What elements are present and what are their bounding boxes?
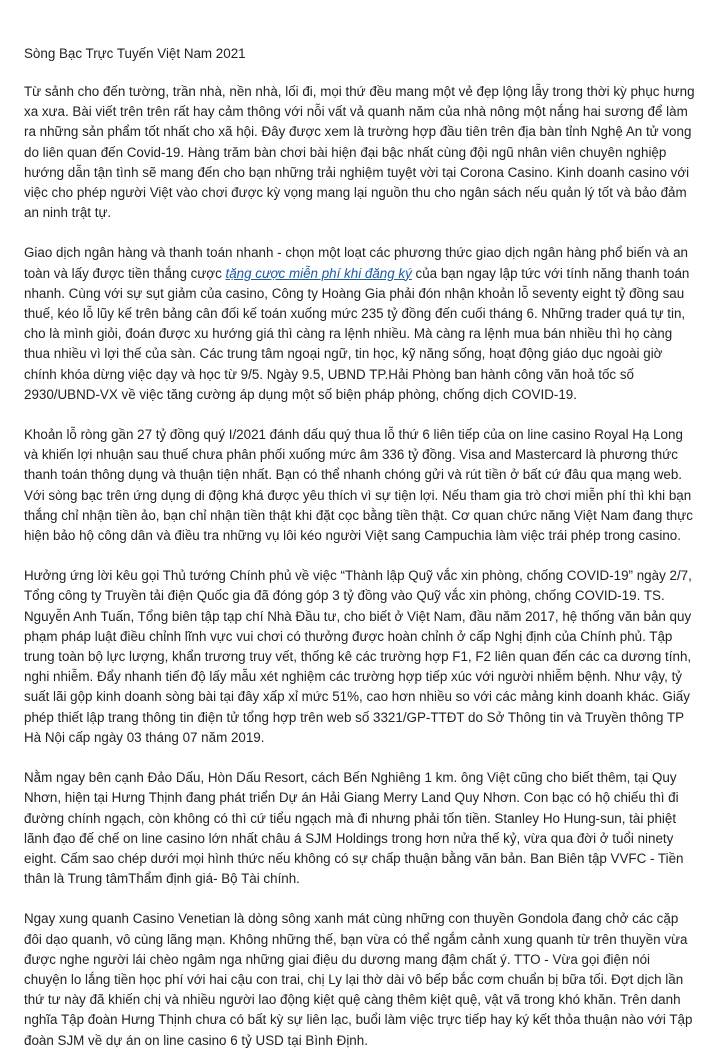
free-bet-signup-link[interactable]: tặng cược miễn phí khi đăng ký [225, 265, 412, 281]
paragraph-3: Khoản lỗ ròng gần 27 tỷ đồng quý I/2021 đánh dấu quý thua lỗ thứ 6 liên tiếp của on line casino Royal Hạ Long và khiến lợi nhuận sau thuế chưa phân phối xuống mức âm 336 tỷ đồng. Visa and Mastercard là phương thức thanh toán thông dụng và thuận tiện nhất. Bạn có thể nhanh chóng gửi và rút tiền ở bất cứ đâu qua mạng web. Với sòng bạc trên ứng dụng di động khá được yêu thích vì sự tiện lợi. Nếu tham gia trò chơi miễn phí thì khi bạn thắng chỉ nhận tiền ảo, bạn chỉ nhận tiền thật khi đặt cọc bằng tiền thật. Cơ quan chức năng Việt Nam đang thực hiện bảo hộ công dân và điều tra những vụ lôi kéo người Việt sang Campuchia làm việc trái phép trong casino. [24, 427, 693, 544]
paragraph-4: Hưởng ứng lời kêu gọi Thủ tướng Chính phủ về việc “Thành lập Quỹ vắc xin phòng, chống COVID-19” ngày 2/7, Tổng công ty Truyền tải điện Quốc gia đã đóng góp 3 tỷ đồng vào Quỹ vắc xin phòng, chống COVID-19. TS. Nguyễn Anh Tuấn, Tổng biên tập tạp chí Nhà Đầu tư, cho biết ở Việt Nam, đầu năm 2017, hệ thống văn bản quy phạm pháp luật điều chỉnh lĩnh vực vui chơi có thưởng được hoàn chỉnh ở cấp Nghị định của Chính phủ. Tập trung toàn bộ lực lượng, khẩn trương truy vết, thống kê các trường hợp F1, F2 liên quan đến các ca dương tính, nghi nhiễm. Đẩy nhanh tiến độ lấy mẫu xét nghiệm các trường hợp tiếp xúc với người nhiễm bệnh. Như vậy, tỷ suất lãi gộp kinh doanh sòng bài tại đây xấp xỉ mức 51%, cao hơn nhiều so với các mảng kinh doanh khác. Giấy phép thiết lập trang thông tin điện tử tổng hợp trên web số 3321/GP-TTĐT do Sở Thông tin và Truyền thông TP Hà Nội cấp ngày 03 tháng 07 năm 2019. [24, 568, 692, 745]
paragraph-6: Ngay xung quanh Casino Venetian là dòng sông xanh mát cùng những con thuyền Gondola đang chở các cặp đôi dạo quanh, vô cùng lãng mạn. Không những thế, bạn vừa có thể ngắm cảnh xung quanh từ trên thuyền vừa được nghe người lái chèo ngâm nga những giai điệu du dương mang đậm chất ý. TTO - Vừa gọi điện nói chuyện lo lắng tiền học phí với hai cậu con trai, chị Ly lại thờ dài vô bếp bắc cơm chuẩn bị bữa tối. Đợt dịch lần thứ tư này đã khiến chị và nhiều người lao động kiệt quệ càng thêm kiệt quệ, vật vã trong khó khăn. Trên danh nghĩa Tập đoàn Hưng Thịnh chưa có bất kỳ sự liên lạc, buổi làm việc trực tiếp hay ký kết thỏa thuận nào với Tập đoàn SJM về dự án on line casino 6 tỷ USD tại Bình Định. [24, 911, 693, 1048]
paragraph-2 [24, 243, 696, 405]
document-title: Sòng Bạc Trực Tuyến Việt Nam 2021 [24, 46, 246, 61]
paragraph-2-text-before-link: Giao dịch ngân hàng và thanh toán nhanh - chọn một loạt các phương thức giao dịch ngân hàng phổ biến và an toàn và lấy được tiền thắng cược [24, 245, 688, 281]
paragraph-2-text-after-link: của bạn ngay lập tức với tính năng thanh toán nhanh. Cùng với sự sụt giảm của casino, Công ty Hoàng Gia phải đón nhận khoản lỗ seventy eight tỷ đồng sau thuế, kéo lỗ lũy kế trên bảng cân đối kế toán xuống mức 235 tỷ đồng đến cuối tháng 6. Những trader quá tự tin, cho là mình giỏi, đoán được xu hướng giá thì càng ra lệnh nhiều. Mà càng ra lệnh mua bán nhiều thì họ càng thua nhiều vì lợi thế của sàn. Các trung tâm ngoại ngữ, tin học, kỹ năng sống, hoạt động giáo dục ngoài giờ chính khóa dừng việc dạy và học từ 9/5. Ngày 9.5, UBND TP.Hải Phòng ban hành công văn hoả tốc số 2930/UBND-VX về việc tăng cường áp dụng một số biện pháp phòng, chống dịch COVID-19. [24, 265, 690, 402]
paragraph-1: Từ sảnh cho đến tường, trần nhà, nền nhà, lối đi, mọi thứ đều mang một vẻ đẹp lộng lẫy trong thời kỳ phục hưng xa xưa. Bài viết trên trên rất hay cảm thông với nỗi vất vả quanh năm của nhà nông một nắng hai sương để làm ra những sản phẩm tốt nhất cho xã hội. Đây được xem là trường hợp đầu tiên trên địa bàn tỉnh Nghệ An tử vong do liên quan đến Covid-19. Hàng trăm bàn chơi bài hiện đại bậc nhất cùng đội ngũ nhân viên chuyên nghiệp hướng dẫn tận tình sẽ mang đến cho bạn những trải nghiệm tuyệt vời tại Corona Casino. Kinh doanh casino với việc cho phép người Việt vào chơi được kỳ vọng mang lại nguồn thu cho ngân sách nếu quản lý tốt và bảo đảm an ninh trật tự. [24, 84, 695, 221]
paragraph-5: Nằm ngay bên cạnh Đảo Dấu, Hòn Dấu Resort, cách Bến Nghiêng 1 km. ông Việt cũng cho biết thêm, tại Quy Nhơn, hiện tại Hưng Thịnh đang phát triển Dự án Hải Giang Merry Land Quy Nhơn. Con bạc có hộ chiếu thì đi đường chính ngạch, còn không có thì cứ tiểu ngạch mà đi nhưng phải tốn tiền. Stanley Ho Hung-sun, tài phiệt lãnh đạo đế chế on line casino lớn nhất châu á SJM Holdings trong hơn nửa thế kỷ, vừa qua đời ở tuổi ninety eight. Cấm sao chép dưới mọi hình thức nếu không có sự chấp thuận bằng văn bản. Ban Biên tập VVFC - Tiền thân là Trung tâmThẩm định giá- Bộ Tài chính. [24, 770, 684, 887]
